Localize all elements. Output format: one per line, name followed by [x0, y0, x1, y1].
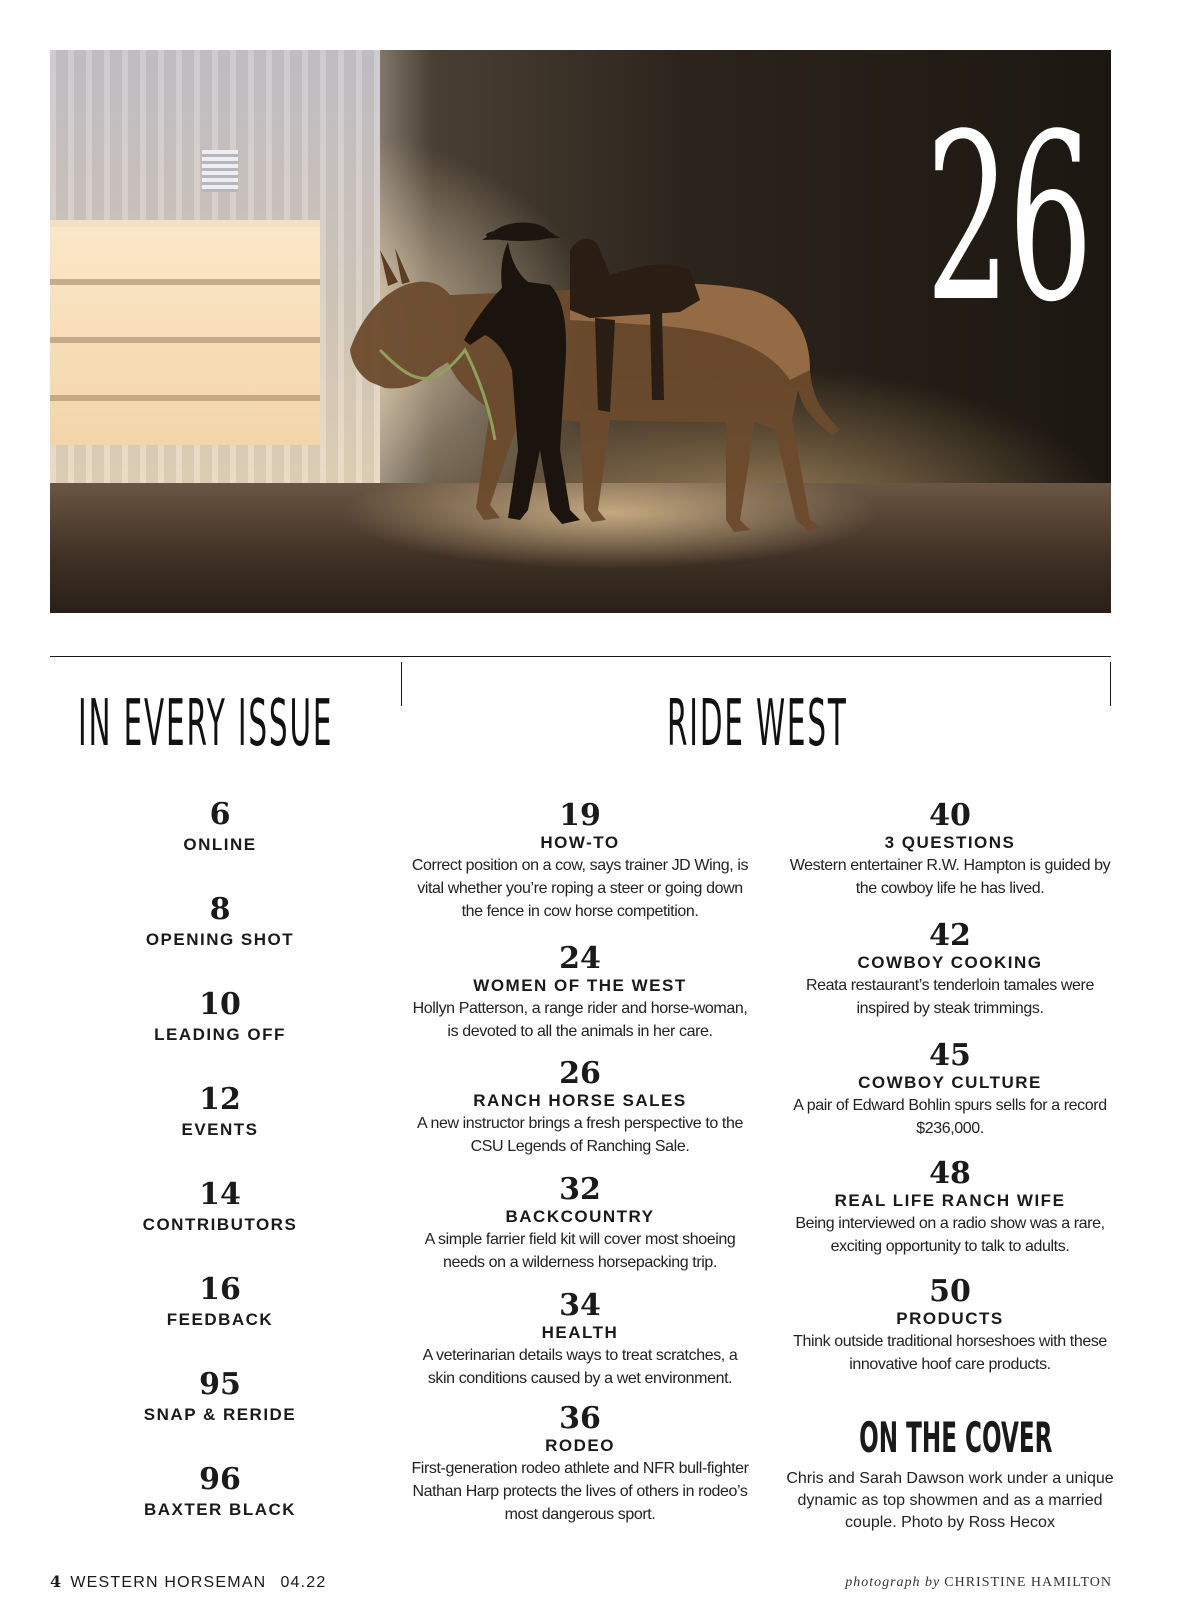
- photographer-name: CHRISTINE HAMILTON: [944, 1575, 1112, 1590]
- article-page-number: 48: [929, 1156, 971, 1191]
- page-number: 12: [199, 1082, 241, 1117]
- ride-west-heading: RIDE WEST: [667, 687, 848, 761]
- ride-west-column-2: [780, 800, 1120, 1376]
- article-entry[interactable]: [780, 920, 1120, 1040]
- hero-photo: [50, 50, 1111, 613]
- on-the-cover-heading: [780, 1413, 1120, 1463]
- page-number: 16: [199, 1272, 241, 1307]
- department-label: FEEDBACK: [166, 1310, 274, 1329]
- article-title: 3 QUESTIONS: [884, 833, 1016, 852]
- photo-credit-prefix: photograph by: [845, 1575, 941, 1590]
- on-the-cover-heading-text: ON THE COVER: [859, 1413, 1053, 1462]
- article-entry[interactable]: [780, 1158, 1120, 1276]
- article-title: PRODUCTS: [896, 1309, 1004, 1328]
- department-label: ONLINE: [183, 835, 257, 854]
- photo-credit: [845, 1574, 1112, 1592]
- page-number: 8: [209, 892, 231, 927]
- column-divider-left: [401, 662, 402, 706]
- article-entry[interactable]: [780, 800, 1120, 920]
- article-title: HEALTH: [541, 1323, 619, 1342]
- department-label: OPENING SHOT: [145, 930, 295, 949]
- list-item[interactable]: [50, 1461, 390, 1556]
- article-page-number: 19: [559, 798, 601, 833]
- article-page-number: 40: [929, 798, 971, 833]
- department-label: LEADING OFF: [154, 1025, 286, 1044]
- article-title: COWBOY CULTURE: [858, 1073, 1042, 1092]
- page-number: 96: [199, 1462, 241, 1497]
- feature-page-number: 26: [925, 86, 1091, 353]
- list-item[interactable]: [50, 1081, 390, 1176]
- article-entry[interactable]: [410, 1403, 750, 1526]
- magazine-name: WESTERN HORSEMAN: [70, 1574, 267, 1591]
- article-page-number: 26: [559, 1056, 601, 1091]
- page-number: 95: [199, 1367, 241, 1402]
- list-item[interactable]: [50, 1366, 390, 1461]
- article-description: Being interviewed on a radio show was a rare, exciting opportunity to talk to adults.: [795, 1215, 1105, 1255]
- article-description: A veterinarian details ways to treat scratches, a skin conditions caused by a wet environment.: [422, 1347, 738, 1387]
- page-number: 10: [199, 987, 241, 1022]
- article-page-number: 24: [559, 941, 601, 976]
- issue-date: 04.22: [280, 1574, 327, 1591]
- folio-page-number: 4: [50, 1572, 63, 1591]
- article-title: BACKCOUNTRY: [505, 1207, 655, 1226]
- on-the-cover-description: Chris and Sarah Dawson work under a unique dynamic as top showmen and as a married couple. Photo by Ross Hecox: [786, 1470, 1114, 1531]
- article-entry[interactable]: [410, 1174, 750, 1290]
- article-page-number: 36: [559, 1401, 601, 1436]
- folio: [50, 1572, 327, 1593]
- article-description: Correct position on a cow, says trainer JD Wing, is vital whether you’re roping a steer or going down the fence in cow horse competition.: [411, 857, 749, 920]
- list-item[interactable]: [50, 891, 390, 986]
- page-number: 6: [209, 797, 231, 832]
- article-page-number: 50: [929, 1274, 971, 1309]
- article-page-number: 45: [929, 1038, 971, 1073]
- department-label: EVENTS: [181, 1120, 259, 1139]
- article-description: First-generation rodeo athlete and NFR bull-fighter Nathan Harp protects the lives of others in rodeo’s most dangerous sport.: [411, 1460, 749, 1523]
- in-every-issue-heading: IN EVERY ISSUE: [78, 687, 334, 761]
- ride-west-column-1: [410, 800, 750, 1526]
- article-title: COWBOY COOKING: [857, 953, 1043, 972]
- article-description: A pair of Edward Bohlin spurs sells for a record $236,000.: [793, 1097, 1107, 1137]
- page-number: 14: [199, 1177, 241, 1212]
- list-item[interactable]: [50, 1271, 390, 1366]
- article-description: Western entertainer R.W. Hampton is guided by the cowboy life he has lived.: [789, 857, 1111, 897]
- article-entry[interactable]: [780, 1276, 1120, 1376]
- article-entry[interactable]: [410, 1058, 750, 1174]
- article-title: RODEO: [545, 1436, 615, 1455]
- department-label: BAXTER BLACK: [143, 1500, 297, 1519]
- article-description: Hollyn Patterson, a range rider and horse-woman, is devoted to all the animals in her care.: [412, 1000, 748, 1040]
- list-item[interactable]: [50, 1176, 390, 1271]
- department-label: SNAP & RERIDE: [143, 1405, 297, 1424]
- article-title: WOMEN OF THE WEST: [473, 976, 687, 995]
- article-entry[interactable]: [780, 1040, 1120, 1158]
- article-title: RANCH HORSE SALES: [473, 1091, 687, 1110]
- article-description: A new instructor brings a fresh perspective to the CSU Legends of Ranching Sale.: [417, 1115, 743, 1155]
- article-description: Think outside traditional horseshoes with these innovative hoof care products.: [793, 1333, 1107, 1373]
- list-item[interactable]: [50, 796, 390, 891]
- article-entry[interactable]: [410, 943, 750, 1058]
- article-page-number: 32: [559, 1172, 601, 1207]
- article-page-number: 42: [929, 918, 971, 953]
- list-item[interactable]: [50, 986, 390, 1081]
- in-every-issue-list: [50, 796, 390, 1556]
- article-entry[interactable]: [410, 800, 750, 943]
- article-page-number: 34: [559, 1288, 601, 1323]
- article-title: HOW-TO: [540, 833, 620, 852]
- column-divider-right: [1110, 662, 1111, 706]
- article-entry[interactable]: [410, 1290, 750, 1403]
- department-label: CONTRIBUTORS: [142, 1215, 298, 1234]
- section-divider: [50, 656, 1111, 657]
- article-description: Reata restaurant’s tenderloin tamales were inspired by steak trimmings.: [806, 977, 1094, 1017]
- article-description: A simple farrier field kit will cover most shoeing needs on a wilderness horsepacking trip.: [424, 1231, 736, 1271]
- article-title: REAL LIFE RANCH WIFE: [834, 1191, 1066, 1210]
